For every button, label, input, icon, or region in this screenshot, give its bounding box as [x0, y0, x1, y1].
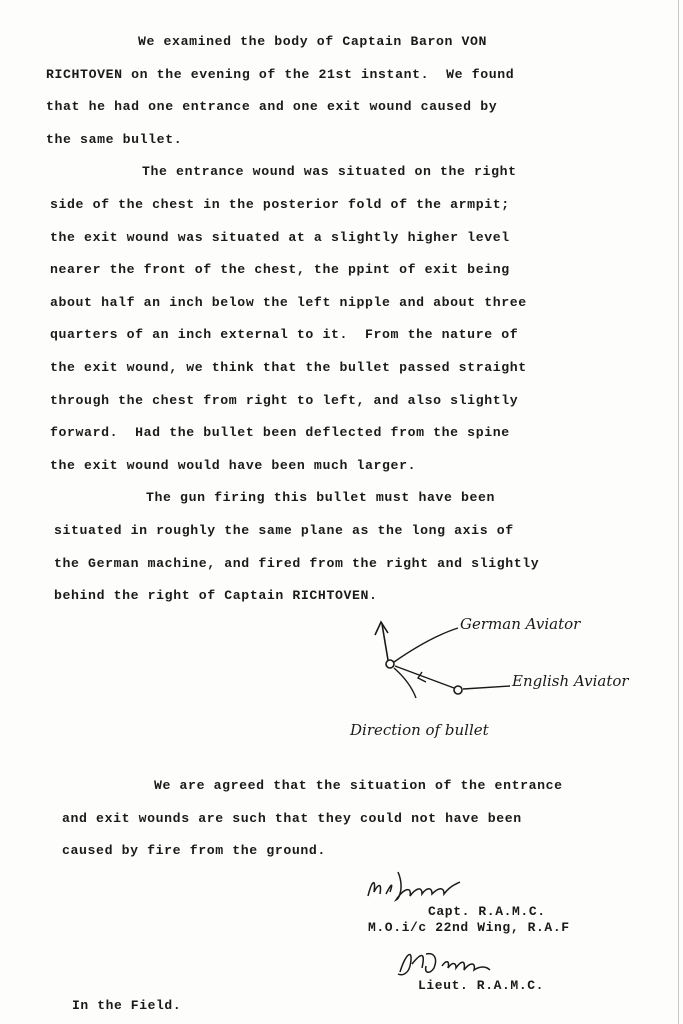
text-line: and exit wounds are such that they could not have been [62, 810, 522, 826]
text-line: the exit wound would have been much larger. [50, 457, 417, 473]
page-edge [678, 0, 679, 1024]
text-line: The gun firing this bullet must have been [146, 490, 496, 506]
text-line: caused by fire from the ground. [62, 843, 326, 859]
bullet-direction-diagram [340, 602, 660, 752]
signature-2-handwriting [390, 944, 500, 980]
text-line: side of the chest in the posterior fold of the armpit; [50, 196, 510, 212]
text-line: through the chest from right to left, and also slightly [50, 392, 519, 408]
text-line: the exit wound, we think that the bullet passed straight [50, 359, 527, 375]
signature-1-handwriting [360, 866, 480, 906]
text-line: We examined the body of Captain Baron VON [138, 34, 488, 49]
text-line: RICHTOVEN on the evening of the 21st instant. We found [46, 66, 515, 82]
german-label-leader [394, 628, 458, 662]
text-line: behind the right of Captain RICHTOVEN. [54, 588, 378, 604]
english-label-leader [463, 686, 510, 689]
text-line: nearer the front of the chest, the ppint of exit being [50, 262, 510, 278]
text-line: about half an inch below the left nipple and about three [50, 294, 527, 310]
paragraph-3 [54, 482, 636, 612]
document-body [46, 26, 636, 613]
paragraph-2 [50, 156, 636, 482]
text-line: forward. Had the bullet been deflected from the spine [50, 425, 510, 441]
english-aviator-label: English Aviator [512, 672, 629, 690]
english-aviator-point [454, 686, 462, 694]
text-line: We are agreed that the situation of the entrance [154, 778, 563, 793]
text-line: the German machine, and fired from the right and slightly [54, 555, 540, 571]
paragraph-1 [46, 26, 636, 156]
signature-1-unit: M.O.i/c 22nd Wing, R.A.F [368, 920, 570, 935]
text-line: quarters of an inch external to it. From the nature of [50, 327, 519, 343]
location-line: In the Field. [72, 998, 182, 1013]
arrow-up-icon [375, 622, 388, 635]
text-line: situated in roughly the same plane as the long axis of [54, 522, 514, 538]
paragraph-4 [62, 770, 652, 868]
text-line: the exit wound was situated at a slightly higher level [50, 229, 510, 245]
german-aviator-label: German Aviator [460, 615, 581, 633]
text-line: that he had one entrance and one exit wound caused by [46, 99, 498, 115]
signature-1-title: Capt. R.A.M.C. [428, 904, 546, 919]
german-aviator-point [386, 660, 394, 668]
text-line: The entrance wound was situated on the right [142, 164, 517, 180]
bullet-direction-label: Direction of bullet [350, 721, 489, 739]
text-line: the same bullet. [46, 131, 183, 147]
signature-2-title: Lieut. R.A.M.C. [418, 978, 545, 993]
diagram-svg [340, 602, 660, 752]
